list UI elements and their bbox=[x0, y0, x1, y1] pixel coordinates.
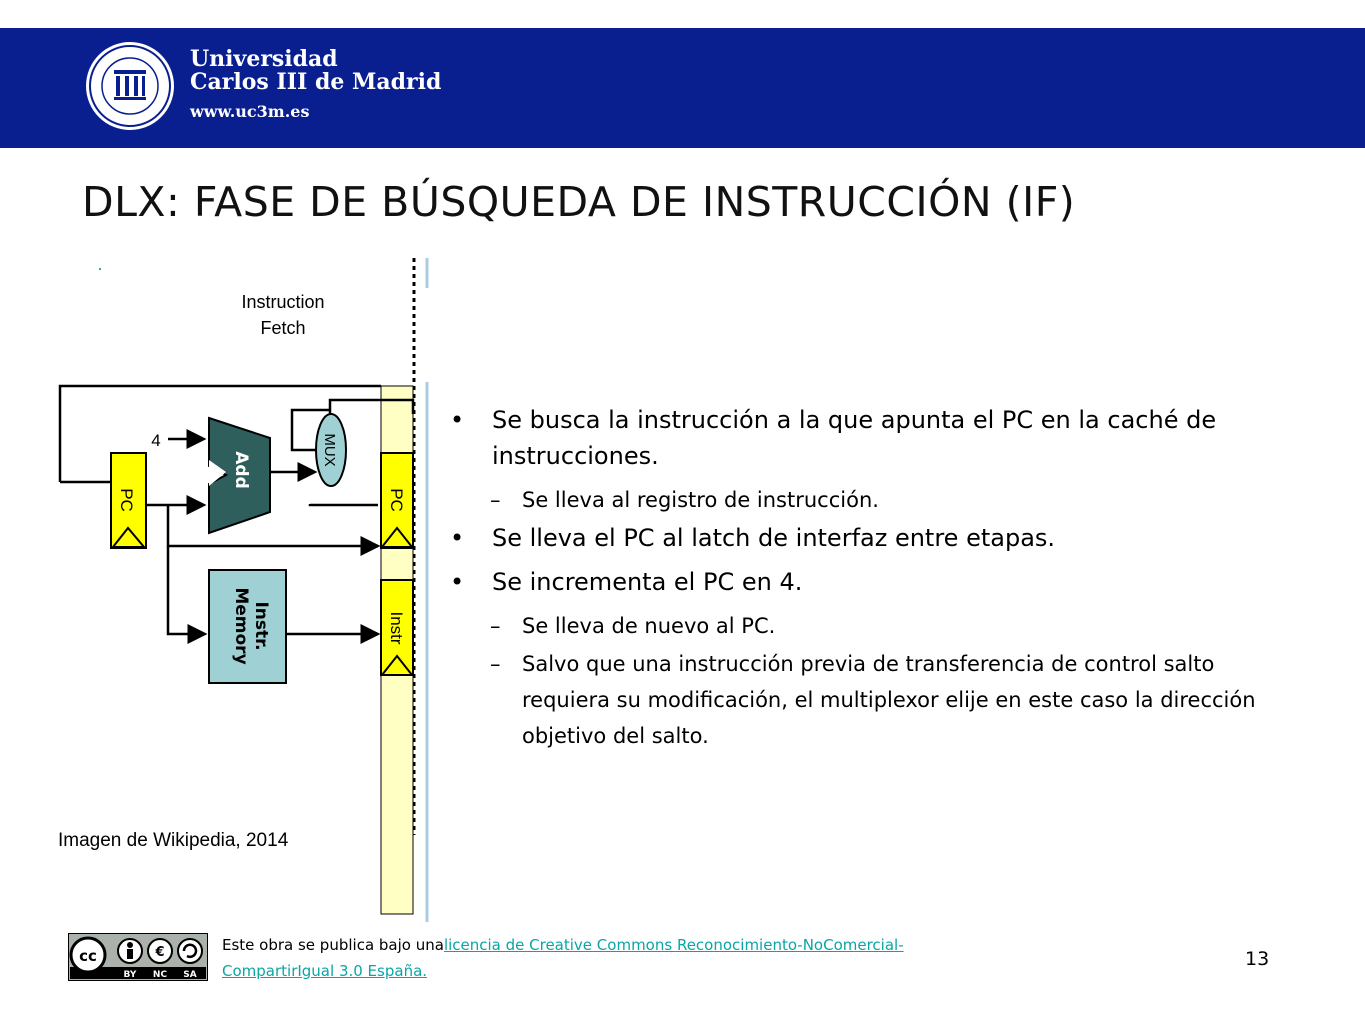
by-label: BY bbox=[123, 970, 137, 980]
sub-bullet-text: Salvo que una instrucción previa de transferencia de control salto requiera su modificación, el multiplexor elije en este caso la dirección objetivo del salto. bbox=[522, 652, 1256, 748]
cc-license-badge[interactable] bbox=[68, 933, 208, 981]
sa-label: SA bbox=[183, 970, 197, 980]
bullet-item: • Se busca la instrucción a la que apunta el PC en la caché de instrucciones. bbox=[450, 402, 1300, 474]
stage-label-line2: Fetch bbox=[260, 318, 306, 338]
university-line1: Universidad bbox=[190, 46, 338, 72]
adder-label: Add bbox=[231, 451, 251, 489]
sub-bullet-text: Se lleva al registro de instrucción. bbox=[522, 488, 879, 512]
pc-register-label: PC bbox=[117, 488, 136, 512]
sa-icon bbox=[178, 939, 202, 963]
sub-bullet-item bbox=[450, 608, 1300, 644]
bullet-list bbox=[450, 402, 1300, 756]
dash-marker: – bbox=[490, 652, 501, 676]
instr-memory-label-line2: Memory bbox=[231, 587, 251, 665]
marker-dot bbox=[99, 268, 101, 270]
university-name bbox=[190, 48, 441, 94]
latch-pc-label: PC bbox=[387, 488, 406, 512]
wire-latch-pc bbox=[310, 504, 378, 505]
instr-memory-label-line1: Instr. bbox=[251, 601, 271, 651]
svg-text:€: € bbox=[155, 945, 165, 960]
nc-label: NC bbox=[152, 970, 168, 980]
bullet-item: • Se incrementa el PC en 4. bbox=[450, 564, 1300, 600]
university-seal-icon bbox=[84, 40, 176, 132]
university-line2: Carlos III de Madrid bbox=[190, 69, 442, 95]
if-stage-diagram bbox=[0, 250, 440, 930]
university-url[interactable]: www.uc3m.es bbox=[190, 102, 310, 121]
svg-text:cc: cc bbox=[79, 947, 97, 965]
mux-label: MUX bbox=[321, 433, 338, 467]
slide-title: DLX: FASE DE BÚSQUEDA DE INSTRUCCIÓN (IF) bbox=[82, 178, 1076, 226]
license-prefix: Este obra se publica bajo una bbox=[222, 936, 444, 954]
sub-bullet-item bbox=[450, 646, 1300, 754]
sub-bullet-text: Se lleva de nuevo al PC. bbox=[522, 614, 776, 638]
wire-pc-mem bbox=[168, 546, 205, 634]
stage-label-line1: Instruction bbox=[241, 292, 325, 312]
latch-instr-label: Instr bbox=[387, 611, 406, 645]
bullet-item: • Se lleva el PC al latch de interfaz entre etapas. bbox=[450, 520, 1300, 556]
dash-marker: – bbox=[490, 614, 501, 638]
dash-marker: – bbox=[490, 488, 501, 512]
sub-bullet-item bbox=[450, 482, 1300, 518]
const-four: 4 bbox=[151, 431, 161, 450]
license-notice bbox=[222, 932, 922, 984]
page-number: 13 bbox=[1245, 948, 1270, 970]
image-caption: Imagen de Wikipedia, 2014 bbox=[58, 830, 289, 851]
wire-pc-latch bbox=[168, 505, 378, 546]
license-link[interactable]: licencia de Creative Commons Reconocimiento-NoComercial-CompartirIgual 3.0 España. bbox=[222, 936, 904, 980]
